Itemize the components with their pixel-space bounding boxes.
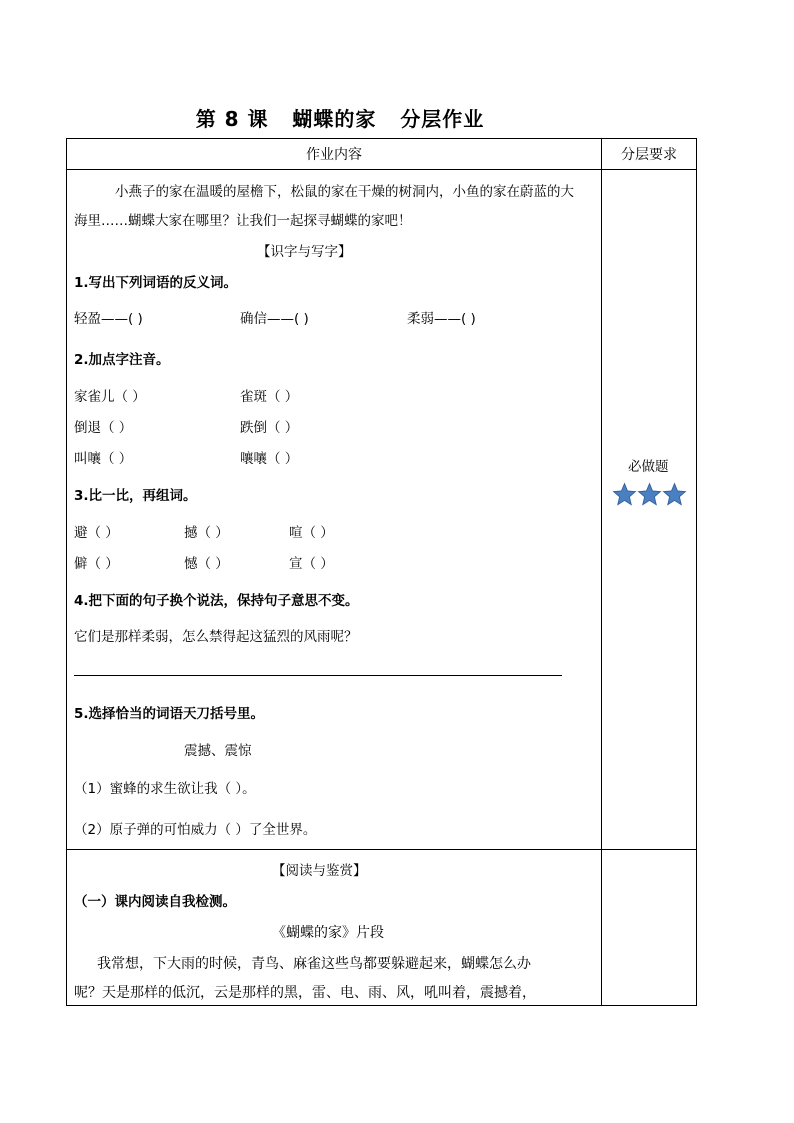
q1-item: 确信——( ) [240, 311, 309, 327]
star-icon [662, 482, 687, 507]
homework-type: 分层作业 [400, 107, 485, 131]
header-level: 分层要求 [602, 139, 697, 170]
level-cell-empty [602, 850, 697, 1006]
question-2: 2.加点字注音。 [74, 352, 170, 368]
star-icon [637, 482, 662, 507]
passage-line: 呢？天是那样的低沉，云是那样的黑，雷、电、雨、风，吼叫着，震撼着， [74, 985, 536, 1001]
q3-item: 僻（ ） [74, 556, 119, 572]
q5-words: 震撼、震惊 [184, 743, 252, 759]
q3-item: 避（ ） [74, 525, 119, 541]
question-5: 5.选择恰当的词语天刀括号里。 [74, 706, 265, 722]
q2-item: 跌倒（ ） [240, 420, 299, 436]
passage-title: 《蝴蝶的家》片段 [272, 925, 384, 941]
lesson-name: 蝴蝶的家 [292, 107, 377, 131]
q5-item: （1）蜜蜂的求生欲让我（ ）。 [74, 781, 256, 797]
question-4: 4.把下面的句子换个说法，保持句子意思不变。 [74, 593, 359, 609]
q1-item: 柔弱——( ) [407, 311, 476, 327]
header-content: 作业内容 [67, 139, 602, 170]
level-cell [602, 170, 697, 850]
q5-item: （2）原子弹的可怕威力（ ）了全世界。 [74, 822, 317, 838]
q4-sentence: 它们是那样柔弱，怎么禁得起这猛烈的风雨呢？ [74, 629, 358, 645]
question-1: 1.写出下列词语的反义词。 [74, 275, 238, 291]
passage-line: 我常想，下大雨的时候，青鸟、麻雀这些鸟都要躲避起来，蝴蝶怎么办 [97, 956, 531, 972]
answer-line [74, 675, 562, 676]
q2-item: 倒退（ ） [74, 420, 133, 436]
q2-item: 家雀儿（ ） [74, 389, 146, 405]
homework-table [66, 138, 697, 1006]
q3-item: 撼（ ） [184, 525, 229, 541]
difficulty-stars [612, 482, 687, 507]
section-heading: 【识字与写字】 [257, 244, 352, 260]
page-title [0, 103, 680, 132]
star-icon [612, 482, 637, 507]
q3-item: 憾（ ） [184, 556, 229, 572]
lesson-number: 第 8 课 [195, 107, 269, 131]
section-literacy [67, 170, 602, 850]
q3-item: 喧（ ） [289, 525, 334, 541]
q1-item: 轻盈——( ) [74, 311, 143, 327]
intro-line-1: 小燕子的家在温暖的屋檐下，松鼠的家在干燥的树洞内，小鱼的家在蔚蓝的大 [115, 184, 574, 200]
level-label: 必做题 [628, 459, 669, 475]
q3-item: 宣（ ） [289, 556, 334, 572]
section-reading [67, 850, 602, 1006]
q2-item: 叫嚷（ ） [74, 451, 133, 467]
reading-subtitle: （一）课内阅读自我检测。 [74, 894, 236, 910]
q2-item: 雀斑（ ） [240, 389, 299, 405]
intro-line-2: 海里……蝴蝶大家在哪里？让我们一起探寻蝴蝶的家吧！ [74, 213, 412, 229]
question-3: 3.比一比，再组词。 [74, 488, 197, 504]
q2-item: 嚷嚷（ ） [240, 451, 299, 467]
section-heading: 【阅读与鉴赏】 [272, 863, 367, 879]
